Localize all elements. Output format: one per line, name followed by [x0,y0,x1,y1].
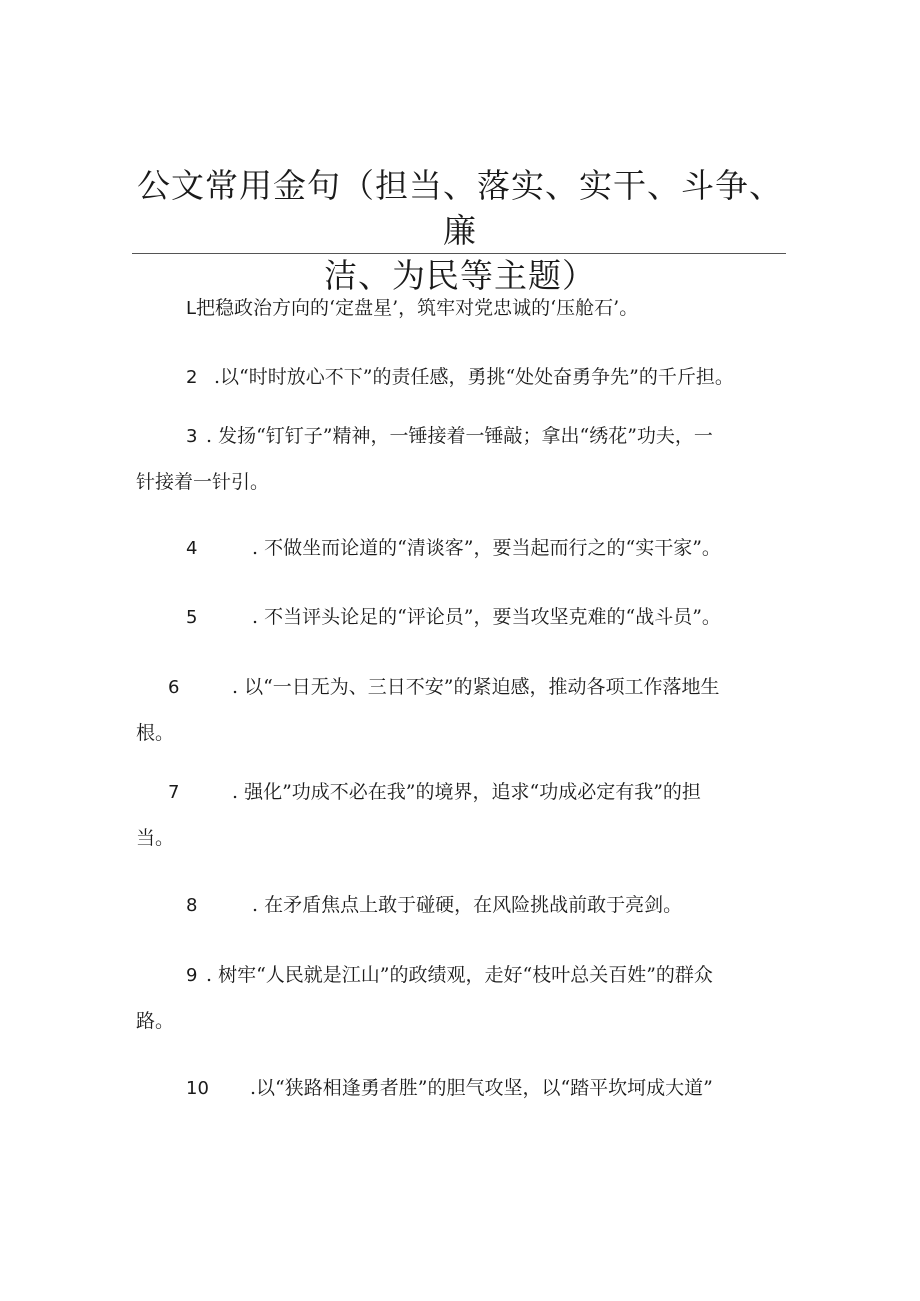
item-text: .以“狭路相逢勇者胜”的胆气攻坚，以“踏平坎坷成大道” [250,1077,713,1099]
title-divider [132,253,786,254]
item-text: . 发扬“钉钉子”精神，一锤接着一锤敲；拿出“绣花”功夫，一 [206,425,713,447]
item-text: .以“时时放心不下”的责任感，勇挑“处处奋勇争先”的千斤担。 [214,366,734,388]
item-text: . 不做坐而论道的“清谈客”，要当起而行之的“实干家”。 [252,537,721,559]
list-item-continuation: 当。 [136,827,175,849]
list-item [186,419,713,454]
title-line-1: 公文常用金句（担当、落实、实干、斗争、廉 [137,166,783,250]
item-text: 把稳政治方向的‘定盘星’，筑牢对党忠诚的‘压舱石’。 [196,297,639,319]
item-text: . 在矛盾焦点上敢于碰硬，在风险挑战前敢于亮剑。 [252,894,683,916]
list-item [186,958,713,993]
list-item [186,600,721,635]
list-item [186,1071,713,1106]
item-number: 7 [168,782,180,803]
item-number: 10 [186,1078,209,1099]
item-number: 2 [186,367,198,388]
item-text: . 树牢“人民就是江山”的政绩观，走好“枝叶总关百姓”的群众 [206,964,713,986]
list-item [186,888,682,923]
list-item-continuation: 根。 [136,722,175,744]
title-line-2: 洁、为民等主题） [324,256,596,295]
item-number: L [186,298,197,319]
list-item [186,360,734,395]
item-number: 4 [186,538,198,559]
item-text: . 强化”功成不必在我”的境界，追求“功成必定有我”的担 [232,781,701,803]
list-item-continuation: 针接着一针引。 [136,471,270,493]
list-item [168,775,701,810]
list-item [186,291,638,326]
item-text: . 以“一日无为、三日不安”的紧迫感，推动各项工作落地生 [232,676,720,698]
item-number: 9 [186,965,198,986]
document-title [130,163,790,298]
item-text: . 不当评头论足的“评论员”，要当攻坚克难的“战斗员”。 [252,606,721,628]
list-item-continuation: 路。 [136,1010,175,1032]
item-number: 8 [186,895,198,916]
item-number: 3 [186,426,198,447]
list-item [186,531,721,566]
item-number: 5 [186,607,198,628]
list-item [168,670,720,705]
item-number: 6 [168,677,180,698]
